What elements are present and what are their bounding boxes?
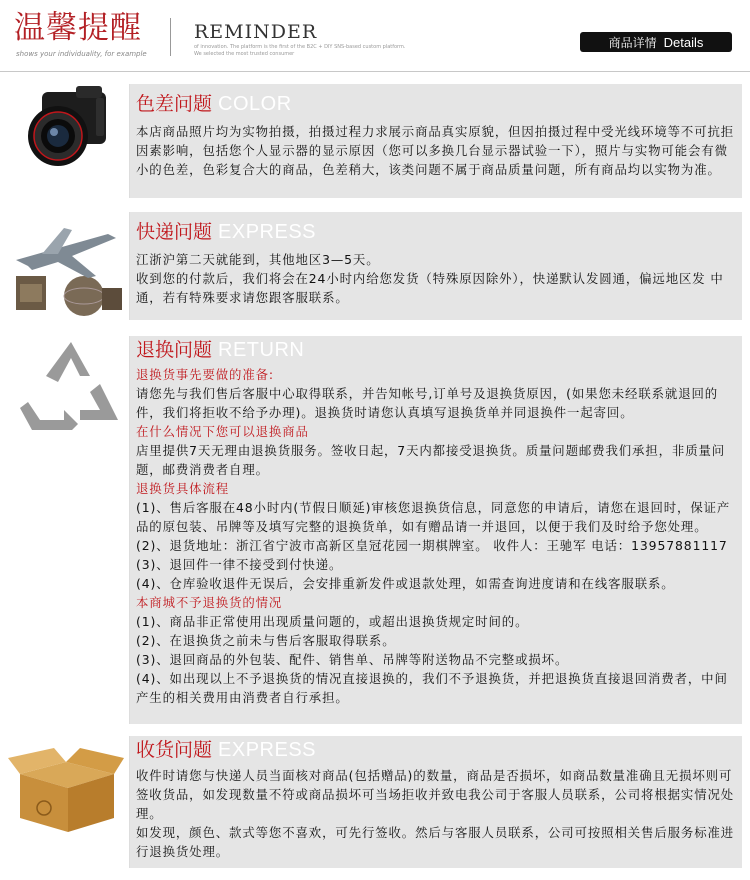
express-title-cn: 快递问题 (136, 221, 213, 243)
receive-body (136, 766, 738, 861)
receive-paragraph-1: 收件时请您与快递人员当面核对商品(包括赠品)的数量，商品是否损坏，如商品数量准确且无损坏则可签收货品，如发现数量不符或商品损坏可当场拒收并致电我公司于客服人员联系，公司将根据实情况处理。 (136, 768, 735, 821)
header-rule (0, 71, 750, 72)
return-line: (3)、退回件一律不接受到付快递。 (136, 557, 343, 572)
return-line: 店里提供7天无理由退换货服务。签收日起，7天内都接受退换货。质量问题邮费我们承担，非质量问题，邮费消费者自理。 (136, 443, 726, 477)
express-title-en: EXPRESS (218, 221, 316, 243)
airplane-globe-icon (12, 214, 124, 322)
return-title (136, 338, 304, 362)
receive-title-cn: 收货问题 (136, 739, 213, 761)
return-line: (1)、售后客服在48小时内(节假日顺延)审核您退换货信息，同意您的申请后，请您在退回时，保证产品的原包装、吊牌等及填写完整的退换货单，如有赠品请一并退回，以便于我们及时给予您处理。 (136, 500, 731, 534)
camera-icon (20, 84, 120, 174)
express-body (136, 250, 738, 307)
return-line: (3)、退回商品的外包装、配件、销售单、吊牌等附送物品不完整或损坏。 (136, 652, 569, 667)
return-heading-process: 退换货具体流程 (136, 481, 230, 496)
return-line: 请您先与我们售后客服中心取得联系，并告知帐号,订单号及退换货原因，(如果您未经联系就退回的件，我们将拒收不给予办理)。退换货时请您认真填写退换货单并同退换件一起寄回。 (136, 386, 719, 420)
section-express (0, 212, 750, 320)
section-receive (0, 736, 750, 868)
header-title-en: REMINDER (194, 21, 318, 43)
header-title-cn: 温馨提醒 (14, 10, 142, 46)
color-paragraph: 本店商品照片均为实物拍摄，拍摄过程力求展示商品真实原貌，但因拍摄过程中受光线环境等不可抗拒因素影响，包括您个人显示器的显示原因（您可以多换几台显示器试验一下），照片与实物可能会有微小的色差，色彩复合大的商品，色差稍大，该类问题不属于商品质量问题，所有商品均以实物为准。 (136, 124, 735, 177)
page-header (0, 0, 750, 72)
cardboard-box-icon (6, 740, 126, 840)
return-title-cn: 退换问题 (136, 339, 213, 361)
section-color (0, 84, 750, 198)
color-body (136, 122, 738, 179)
details-pill-cn: 商品详情 (608, 35, 657, 50)
return-heading-when: 在什么情况下您可以退换商品 (136, 424, 309, 439)
receive-title-en: EXPRESS (218, 739, 316, 761)
express-paragraph-2: 收到您的付款后，我们将会在24小时内给您发货（特殊原因除外），快递默认发圆通，偏远地区发 中通，若有特殊要求请您跟客服联系。 (136, 271, 724, 305)
receive-paragraph-2: 如发现，颜色、款式等您不喜欢，可先行签收。然后与客服人员联系，公司可按照相关售后服务标准进行退换货处理。 (136, 825, 735, 859)
express-paragraph-1: 江浙沪第二天就能到，其他地区3—5天。 (136, 252, 380, 267)
return-line: (2)、退货地址：浙江省宁波市高新区皇冠花园一期棋牌室。 收件人：王驰军 电话：13957881117 (136, 538, 728, 553)
header-tagline: shows your individuality, for example (16, 50, 147, 58)
header-divider (170, 18, 171, 56)
express-title (136, 220, 316, 244)
header-small-text: of innovation. The platform is the first of the B2C + DIY SNS-based custom platform. We selected the most trusted consumer (194, 44, 406, 57)
section-return (0, 336, 750, 724)
details-pill-en: Details (663, 34, 704, 50)
return-heading-prepare: 退换货事先要做的准备: (136, 367, 274, 382)
details-pill (580, 32, 732, 52)
return-line: (1)、商品非正常使用出现质量问题的，或超出退换货规定时间的。 (136, 614, 529, 629)
return-body (136, 365, 738, 707)
return-title-en: RETURN (218, 339, 305, 361)
color-title-en: COLOR (218, 93, 292, 115)
return-heading-not-accepted: 本商城不予退换货的情况 (136, 595, 283, 610)
recycle-icon (18, 336, 124, 440)
return-line: (4)、如出现以上不予退换货的情况直接退换的，我们不予退换货，并把退换货直接退回消费者，中间产生的相关费用由消费者自行承担。 (136, 671, 728, 705)
return-line: (4)、仓库验收退件无误后，会安排重新发件或退款处理，如需查询进度请和在线客服联系。 (136, 576, 675, 591)
receive-title (136, 738, 316, 762)
color-title-cn: 色差问题 (136, 93, 213, 115)
color-title (136, 92, 292, 116)
return-line: (2)、在退换货之前未与售后客服取得联系。 (136, 633, 396, 648)
